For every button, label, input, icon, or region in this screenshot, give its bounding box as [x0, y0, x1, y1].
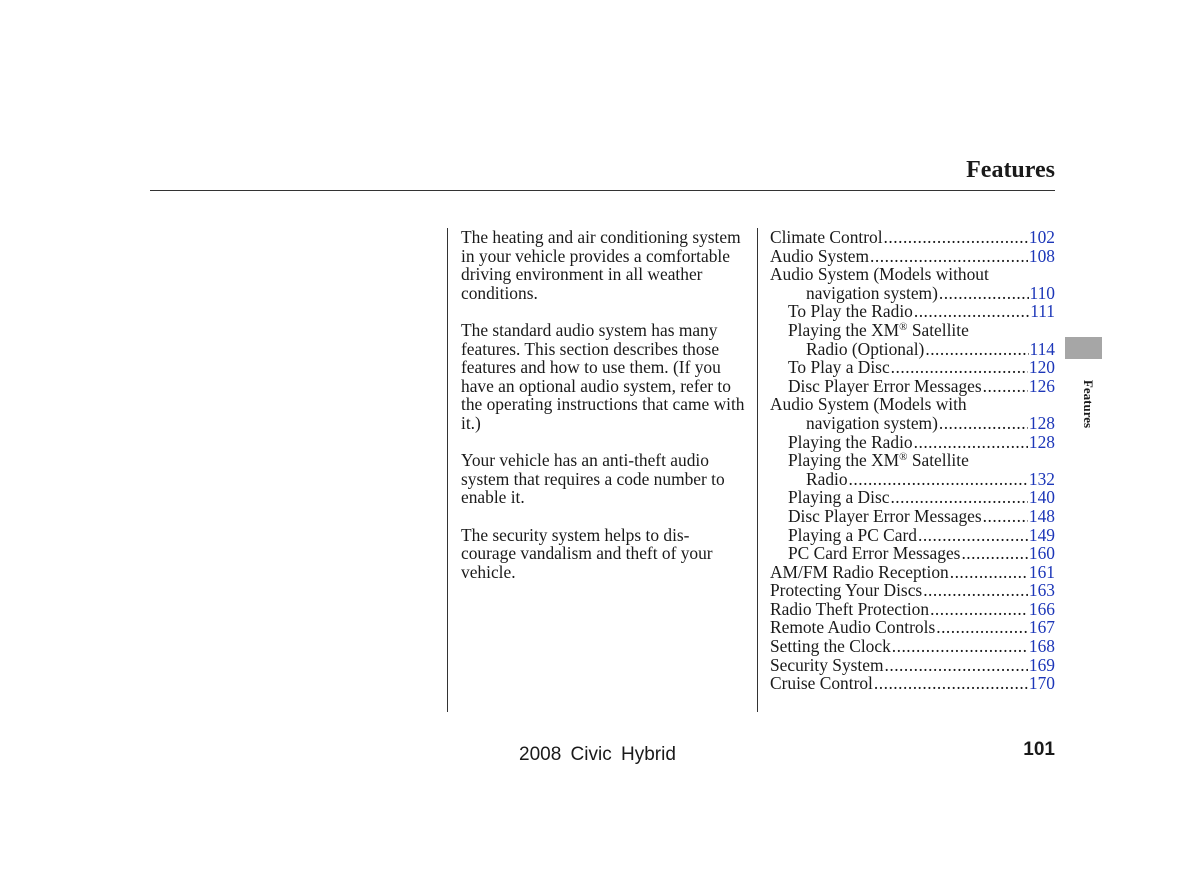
- toc-leader-dots: [930, 600, 1028, 619]
- registered-mark: ®: [899, 320, 908, 333]
- toc-page-link[interactable]: 111: [1030, 301, 1055, 322]
- toc-entry-label-continued: Radio: [806, 468, 848, 489]
- toc-leader-dots: [923, 581, 1028, 600]
- toc-page-link[interactable]: 167: [1028, 617, 1055, 638]
- toc-page-link[interactable]: 168: [1028, 636, 1055, 657]
- toc-entry-label: To Play the Radio: [788, 301, 913, 322]
- toc-entry-label: Playing the Radio: [788, 431, 913, 452]
- toc-leader-dots: [890, 488, 1027, 507]
- toc-entry-label-continued: Radio (Optional): [806, 338, 925, 359]
- toc-entry-label: AM/FM Radio Reception: [770, 561, 949, 582]
- toc-entry-label: Disc Player Error Messages: [788, 505, 982, 526]
- toc-page-link[interactable]: 126: [1028, 375, 1055, 396]
- toc-page-link[interactable]: 161: [1028, 561, 1055, 582]
- toc-leader-dots: [939, 284, 1029, 303]
- toc-entry-label: [770, 321, 1055, 340]
- toc-page-link[interactable]: 120: [1028, 357, 1055, 378]
- toc-page-link[interactable]: 128: [1028, 412, 1055, 433]
- toc-entry-label: Remote Audio Controls: [770, 617, 936, 638]
- toc-leader-dots: [939, 414, 1028, 433]
- column-divider-left: [447, 228, 448, 712]
- toc-leader-dots: [914, 302, 1029, 321]
- column-divider-middle: [757, 228, 758, 712]
- toc-entry-label: PC Card Error Messages: [788, 543, 961, 564]
- toc-entry-audio-with-navigation[interactable]: [770, 414, 1055, 433]
- toc-entry-label: To Play a Disc: [788, 357, 890, 378]
- section-tab-label: Features: [1081, 379, 1096, 429]
- toc-page-link[interactable]: 140: [1028, 487, 1055, 508]
- toc-entry-label: Cruise Control: [770, 673, 873, 694]
- toc-entry-label: Audio System (Models with: [770, 394, 967, 415]
- toc-entry-to-play-the-radio[interactable]: [770, 302, 1055, 321]
- toc-entry-audio-system[interactable]: [770, 247, 1055, 266]
- toc-leader-dots: [950, 563, 1028, 582]
- toc-entry-label-continued: navigation system): [806, 412, 938, 433]
- toc-entry-label: Playing a PC Card: [788, 524, 917, 545]
- intro-text: [461, 228, 746, 600]
- toc-entry-label: Audio System (Models without: [770, 264, 989, 285]
- toc-entry-xm-satellite-radio-optional[interactable]: [770, 340, 1055, 359]
- toc-leader-dots: [936, 618, 1028, 637]
- toc-entry-pc-card-error-messages[interactable]: [770, 544, 1055, 563]
- toc-leader-dots: [885, 656, 1028, 675]
- section-tab-marker: [1065, 337, 1102, 359]
- toc-entry-label: Radio Theft Protection: [770, 598, 930, 619]
- toc-entry-security-system[interactable]: [770, 656, 1055, 675]
- table-of-contents: [770, 228, 1055, 693]
- toc-leader-dots: [983, 377, 1028, 396]
- toc-entry-am-fm-radio-reception[interactable]: [770, 563, 1055, 582]
- toc-page-link[interactable]: 102: [1028, 227, 1055, 247]
- toc-page-link[interactable]: 110: [1029, 282, 1055, 303]
- toc-entry-label: Playing a Disc: [788, 487, 890, 508]
- toc-page-link[interactable]: 170: [1028, 673, 1055, 694]
- toc-entry-label-part: Playing the XM: [788, 319, 900, 340]
- toc-entry-label: Audio System: [770, 245, 870, 266]
- toc-page-link[interactable]: 163: [1028, 580, 1055, 601]
- toc-entry-disc-player-error-messages-nav[interactable]: [770, 507, 1055, 526]
- toc-page-link[interactable]: 148: [1028, 505, 1055, 526]
- toc-page-link[interactable]: 160: [1028, 543, 1055, 564]
- toc-leader-dots: [983, 507, 1028, 526]
- toc-page-link[interactable]: 132: [1028, 468, 1055, 489]
- toc-entry-label: Protecting Your Discs: [770, 580, 923, 601]
- toc-entry-disc-player-error-messages[interactable]: [770, 377, 1055, 396]
- registered-mark: ®: [899, 451, 908, 464]
- toc-entry-label: Setting the Clock: [770, 636, 891, 657]
- toc-leader-dots: [849, 470, 1028, 489]
- toc-entry-protecting-your-discs[interactable]: [770, 581, 1055, 600]
- toc-page-link[interactable]: 169: [1028, 654, 1055, 675]
- toc-entry-to-play-a-disc[interactable]: [770, 358, 1055, 377]
- toc-entry-playing-a-pc-card[interactable]: [770, 526, 1055, 545]
- page-title: Features: [966, 157, 1055, 183]
- toc-entry-xm-satellite-radio[interactable]: [770, 470, 1055, 489]
- title-divider: [150, 190, 1055, 191]
- toc-entry-label-continued: navigation system): [806, 282, 938, 303]
- toc-page-link[interactable]: 108: [1028, 245, 1055, 266]
- toc-entry-playing-a-disc[interactable]: [770, 488, 1055, 507]
- toc-entry-label-part: Satellite: [907, 319, 969, 340]
- toc-leader-dots: [874, 674, 1028, 693]
- toc-entry-cruise-control[interactable]: [770, 674, 1055, 693]
- toc-entry-remote-audio-controls[interactable]: [770, 618, 1055, 637]
- toc-entry-radio-theft-protection[interactable]: [770, 600, 1055, 619]
- footer-model-name: 2008 Civic Hybrid: [519, 744, 676, 765]
- toc-leader-dots: [914, 433, 1028, 452]
- toc-leader-dots: [892, 637, 1028, 656]
- intro-paragraph: The standard audio system has many features. This section describes those features and how to use them. (If you have an optional audio system, refer to the operating instructions that came with it.): [461, 319, 745, 433]
- toc-page-link[interactable]: 114: [1029, 338, 1055, 359]
- toc-entry-label: Disc Player Error Messages: [788, 375, 982, 396]
- toc-entry-playing-the-radio[interactable]: [770, 433, 1055, 452]
- toc-leader-dots: [925, 340, 1028, 359]
- intro-paragraph: Your vehicle has an anti-theft audio system that requires a code number to enable it.: [461, 450, 725, 508]
- toc-entry-label-part: Playing the XM: [788, 450, 900, 471]
- toc-entry-label: Security System: [770, 654, 884, 675]
- toc-page-link[interactable]: 149: [1028, 524, 1055, 545]
- toc-leader-dots: [870, 247, 1028, 266]
- intro-paragraph: The heating and air conditioning system in your vehicle provides a comfortable driving environment in all weather conditions.: [461, 227, 741, 303]
- toc-leader-dots: [961, 544, 1027, 563]
- toc-entry-setting-the-clock[interactable]: [770, 637, 1055, 656]
- toc-entry-climate-control[interactable]: [770, 228, 1055, 247]
- intro-paragraph: The security system helps to dis- courage vandalism and theft of your vehicle.: [461, 524, 713, 582]
- page-number: 101: [1023, 739, 1055, 760]
- toc-entry-label: [770, 451, 1055, 470]
- toc-page-link[interactable]: 128: [1028, 431, 1055, 452]
- toc-entry-audio-without-navigation[interactable]: [770, 284, 1055, 303]
- toc-leader-dots: [884, 228, 1028, 247]
- toc-page-link[interactable]: 166: [1028, 598, 1055, 619]
- toc-leader-dots: [918, 526, 1028, 545]
- toc-leader-dots: [891, 358, 1028, 377]
- toc-entry-label: Climate Control: [770, 227, 883, 247]
- toc-entry-label-part: Satellite: [907, 450, 969, 471]
